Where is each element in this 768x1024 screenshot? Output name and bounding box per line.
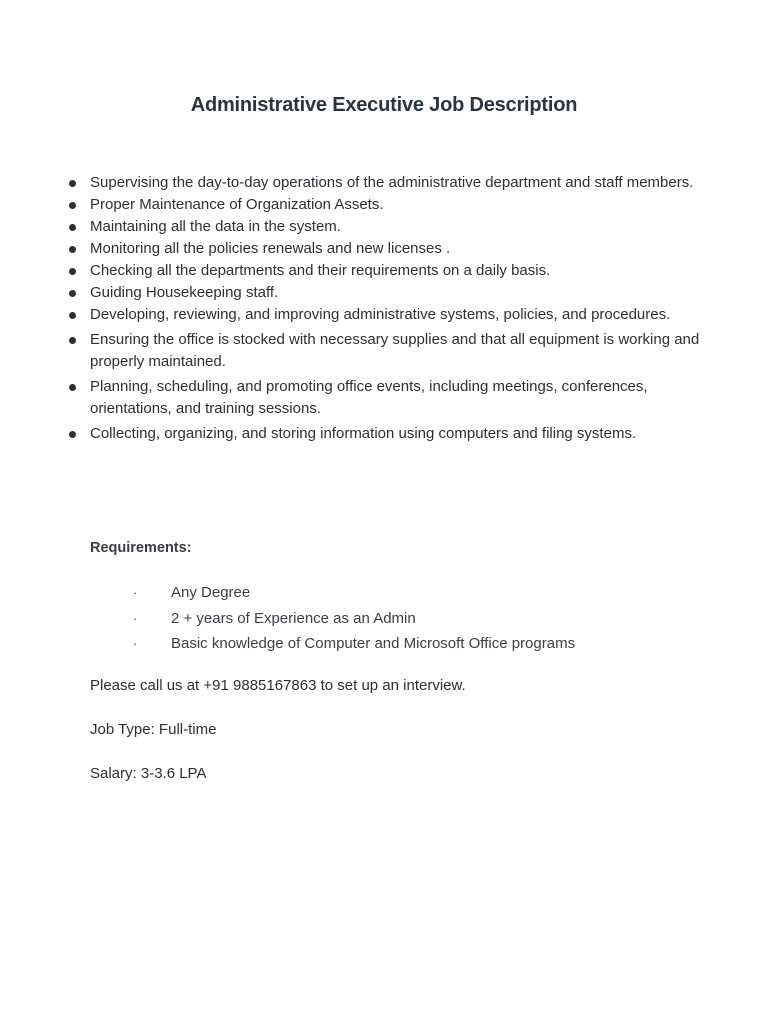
requirement-item bbox=[90, 608, 575, 634]
document-title: Administrative Executive Job Description bbox=[190, 94, 578, 116]
requirement-item bbox=[90, 582, 575, 608]
job-type-text: Job Type: Full-time bbox=[90, 721, 217, 738]
duty-item bbox=[62, 304, 702, 326]
bullet-icon bbox=[69, 224, 76, 231]
bullet-icon bbox=[69, 337, 76, 344]
duty-item bbox=[62, 329, 702, 373]
bullet-icon bbox=[69, 202, 76, 209]
duty-text: Developing, reviewing, and improving administrative systems, policies, and procedures. bbox=[90, 306, 671, 323]
duty-text: Maintaining all the data in the system. bbox=[90, 218, 341, 235]
bullet-icon bbox=[69, 312, 76, 319]
bullet-icon bbox=[69, 384, 76, 391]
middle-dot-bullet-icon: · bbox=[133, 610, 138, 626]
requirement-item bbox=[90, 633, 575, 659]
duty-item bbox=[62, 172, 702, 194]
duty-text: Planning, scheduling, and promoting office events, including meetings, conferences, orientations, and training sessions. bbox=[90, 378, 648, 417]
duty-item bbox=[62, 376, 702, 420]
bullet-icon bbox=[69, 290, 76, 297]
duty-item bbox=[62, 238, 702, 260]
requirements-heading: Requirements: bbox=[90, 540, 192, 556]
bullet-icon bbox=[69, 268, 76, 275]
duty-item bbox=[62, 260, 702, 282]
duty-item bbox=[62, 282, 702, 304]
requirement-text: Basic knowledge of Computer and Microsoft Office programs bbox=[171, 635, 576, 652]
duties-list bbox=[62, 172, 702, 445]
duty-item bbox=[62, 216, 702, 238]
bullet-icon bbox=[69, 180, 76, 187]
duty-text: Checking all the departments and their requirements on a daily basis. bbox=[90, 262, 551, 279]
middle-dot-bullet-icon: · bbox=[133, 636, 138, 651]
requirement-text: Any Degree bbox=[171, 584, 251, 601]
duty-text: Collecting, organizing, and storing information using computers and filing systems. bbox=[90, 425, 637, 442]
bullet-icon bbox=[69, 246, 76, 253]
duty-text: Supervising the day-to-day operations of the administrative department and staff members. bbox=[90, 174, 694, 191]
duty-item bbox=[62, 194, 702, 216]
duty-text: Guiding Housekeeping staff. bbox=[90, 284, 279, 301]
middle-dot-bullet-icon: · bbox=[133, 585, 138, 600]
duty-text: Ensuring the office is stocked with necessary supplies and that all equipment is working and properly maintained. bbox=[90, 331, 700, 370]
requirements-list bbox=[90, 582, 575, 659]
bullet-icon bbox=[69, 431, 76, 438]
duty-text: Proper Maintenance of Organization Assets. bbox=[90, 196, 384, 213]
duty-text: Monitoring all the policies renewals and new licenses . bbox=[90, 240, 451, 257]
requirement-text: 2 + years of Experience as an Admin bbox=[171, 609, 416, 627]
call-to-action-text: Please call us at +91 9885167863 to set up an interview. bbox=[90, 677, 466, 694]
salary-text: Salary: 3-3.6 LPA bbox=[90, 765, 207, 782]
duty-item bbox=[62, 423, 702, 445]
